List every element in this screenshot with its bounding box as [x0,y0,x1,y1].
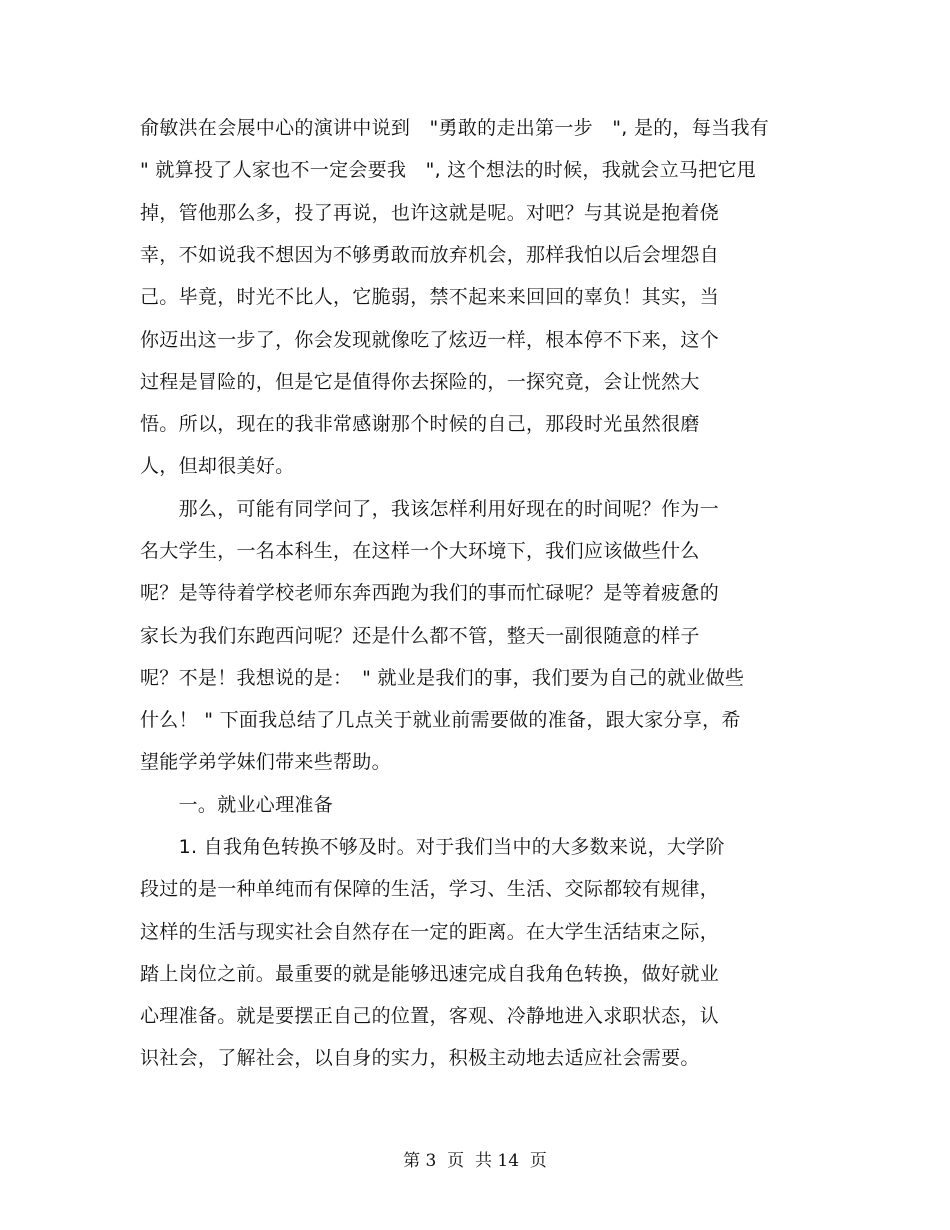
page-footer: 第 3 页 共 14 页 [403,1151,547,1171]
text-line: 家长为我们东跑西问呢？还是什么都不管，整天一副很随意的样子 [140,625,700,647]
text-line: 段过的是一种单纯而有保障的生活，学习、生活、交际都较有规律， [140,878,720,900]
section-heading: 一。就业心理准备 [140,794,334,816]
text-line: 人，但却很美好。 [140,455,295,477]
text-line: 名大学生，一名本科生，在这样一个大环境下，我们应该做些什么 [140,540,700,562]
text-line: 识社会，了解社会，以自身的实力，积极主动地去适应社会需要。 [140,1047,700,1069]
text-line: 心理准备。就是要摆正自己的位置，客观、冷静地进入求职状态，认 [140,1005,720,1027]
text-line: 呢？不是！我想说的是： " 就业是我们的事，我们要为自己的就业做些 [140,667,745,689]
text-line: 呢？是等待着学校老师东奔西跑为我们的事而忙碌呢？是等着疲惫的 [140,582,720,604]
text-line: 1. 自我角色转换不够及时。对于我们当中的大多数来说，大学阶 [140,836,725,858]
text-line: 望能学弟学妹们带来些帮助。 [140,751,391,773]
text-line: 己。毕竟，时光不比人，它脆弱，禁不起来来回回的辜负！其实，当 [140,286,720,308]
text-line: 踏上岗位之前。最重要的就是能够迅速完成自我角色转换，做好就业 [140,963,720,985]
text-line: 你迈出这一步了，你会发现就像吃了炫迈一样，根本停不下来，这个 [140,329,720,351]
text-line: 这样的生活与现实社会自然存在一定的距离。在大学生活结束之际， [140,921,720,943]
text-line: 掉，管他那么多，投了再说，也许这就是呢。对吧？与其说是抱着侥 [140,202,720,224]
text-line: 什么！ " 下面我总结了几点关于就业前需要做的准备，跟大家分享，希 [140,709,741,731]
text-line: 悟。所以，现在的我非常感谢那个时候的自己，那段时光虽然很磨 [140,413,700,435]
text-line: 俞敏洪在会展中心的演讲中说到 "勇敢的走出第一步 ", 是的，每当我有 [140,117,770,139]
text-line: 那么，可能有同学问了，我该怎样利用好现在的时间呢？作为一 [140,498,720,520]
text-line: 过程是冒险的，但是它是值得你去探险的，一探究竟，会让恍然大 [140,371,700,393]
text-line: " 就算投了人家也不一定会要我 ", 这个想法的时候，我就会立马把它甩 [140,159,757,181]
text-line: 幸，不如说我不想因为不够勇敢而放弃机会，那样我怕以后会埋怨自 [140,244,720,266]
